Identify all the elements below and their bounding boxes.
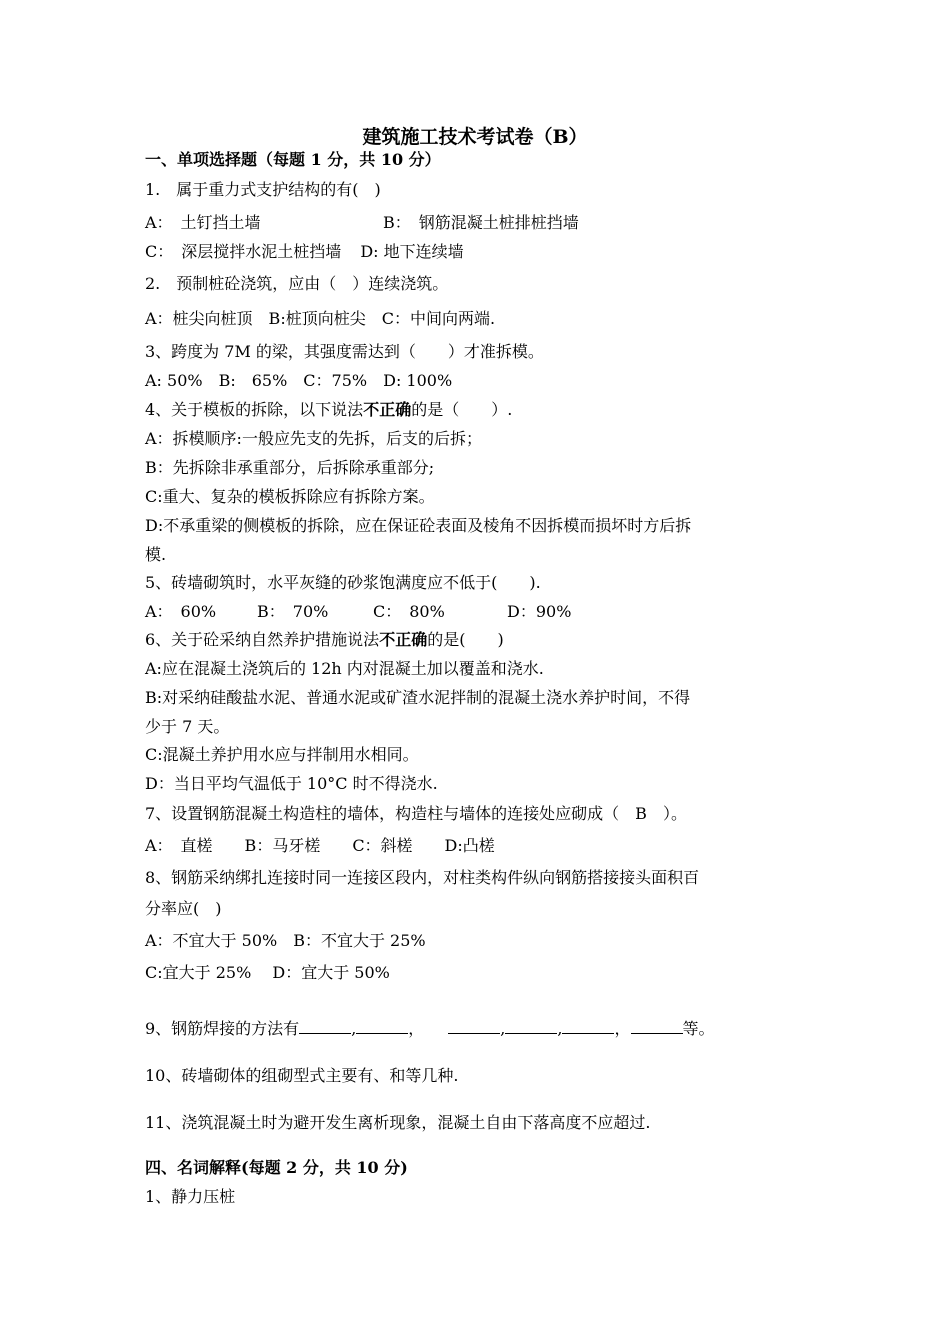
section-heading-single-choice: 一、单项选择题（每题 1 分，共 10 分） xyxy=(145,150,441,169)
q5-option-d: D：90% xyxy=(507,602,572,621)
question-1-options-ab xyxy=(145,211,815,235)
question-3-stem: 3、跨度为 7M 的梁，其强度需达到（ ）才准拆模。 xyxy=(145,342,544,361)
q4-stem-post: 的是（ ）. xyxy=(411,400,513,419)
q5-option-a: A： 60% xyxy=(145,602,217,621)
term-1: 1、静力压桩 xyxy=(145,1187,236,1206)
question-11: 11、浇筑混凝土时为避开发生离析现象，混凝土自由下落高度不应超过. xyxy=(145,1113,651,1132)
q1-option-b: B： 钢筋混凝土桩排桩挡墙 xyxy=(383,213,579,232)
q9-sep-1: , xyxy=(351,1019,357,1038)
q9-pre: 9、钢筋焊接的方法有 xyxy=(145,1019,300,1038)
q6-stem-pre: 6、关于砼采纳自然养护措施说法 xyxy=(145,630,380,649)
q4-option-b: B：先拆除非承重部分，后拆除承重部分; xyxy=(145,458,435,477)
question-5-stem: 5、砖墙砌筑时，水平灰缝的砂浆饱满度应不低于( ). xyxy=(145,573,541,592)
q6-option-d: D：当日平均气温低于 10°C 时不得浇水. xyxy=(145,774,438,793)
question-2-options: A：桩尖向桩顶 B:桩顶向桩尖 C：中间向两端. xyxy=(145,309,496,328)
q4-option-d-line1: D:不承重梁的侧模板的拆除，应在保证砼表面及棱角不因拆模而损坏时方后拆 xyxy=(145,516,692,535)
q4-option-d-line2: 模. xyxy=(145,545,167,564)
q4-option-a: A：拆模顺序:一般应先支的先拆，后支的后拆； xyxy=(145,429,482,448)
question-4-stem xyxy=(145,398,815,422)
question-2-stem: 2. 预制桩砼浇筑，应由（ ）连续浇筑。 xyxy=(145,274,449,293)
q1-option-d: D: 地下连续墙 xyxy=(360,242,464,261)
question-8-options-cd: C:宜大于 25% D：宜大于 50% xyxy=(145,963,390,982)
question-9-fill-in xyxy=(145,1017,815,1041)
q4-stem-pre: 4、关于模板的拆除，以下说法 xyxy=(145,400,364,419)
question-8-stem-line1: 8、钢筋采纳绑扎连接时同一连接区段内，对柱类构件纵向钢筋搭接接头面积百 xyxy=(145,868,700,887)
q9-blank-6[interactable] xyxy=(631,1017,683,1034)
question-1-options-cd xyxy=(145,240,815,264)
q6-option-b-line1: B:对采纳硅酸盐水泥、普通水泥或矿渣水泥拌制的混凝土浇水养护时间，不得 xyxy=(145,688,691,707)
q4-stem-emphasis: 不正确 xyxy=(363,400,412,419)
page-title: 建筑施工技术考试卷（B） xyxy=(362,126,588,148)
q5-option-c: C： 80% xyxy=(373,602,445,621)
q9-blank-1[interactable] xyxy=(299,1017,351,1034)
q9-sep-2: ， xyxy=(408,1019,449,1038)
q4-option-c: C:重大、复杂的模板拆除应有拆除方案。 xyxy=(145,487,435,506)
q5-option-b: B： 70% xyxy=(257,602,329,621)
question-5-options xyxy=(145,600,815,624)
q6-option-c: C:混凝土养护用水应与拌制用水相同。 xyxy=(145,745,419,764)
q9-sep-3: , xyxy=(500,1019,506,1038)
question-7-options: A： 直槎 B：马牙槎 C：斜槎 D:凸槎 xyxy=(145,836,495,855)
section-heading-term-definitions: 四、名词解释(每题 2 分，共 10 分) xyxy=(145,1158,408,1177)
question-7-stem: 7、设置钢筋混凝土构造柱的墙体，构造柱与墙体的连接处应砌成（ B ）。 xyxy=(145,804,687,823)
question-3-options: A: 50% B: 65% C：75% D: 100% xyxy=(145,371,453,390)
q9-blank-2[interactable] xyxy=(356,1017,408,1034)
q6-stem-post: 的是( ) xyxy=(427,630,504,649)
question-1-stem: 1. 属于重力式支护结构的有( ) xyxy=(145,180,381,199)
q1-option-a: A： 土钉挡土墙 xyxy=(145,213,261,232)
q9-blank-3[interactable] xyxy=(448,1017,500,1034)
q6-option-a: A:应在混凝土浇筑后的 12h 内对混凝土加以覆盖和浇水. xyxy=(145,659,544,678)
question-8-options-ab: A：不宜大于 50% B：不宜大于 25% xyxy=(145,931,426,950)
question-8-stem-line2: 分率应( ) xyxy=(145,899,222,918)
q6-option-b-line2: 少于 7 天。 xyxy=(145,717,230,736)
q9-blank-4[interactable] xyxy=(505,1017,557,1034)
q9-post: 等。 xyxy=(682,1019,715,1038)
question-10: 10、砖墙砌体的组砌型式主要有、和等几种. xyxy=(145,1066,459,1085)
q6-stem-emphasis: 不正确 xyxy=(379,630,428,649)
q9-sep-4: , xyxy=(557,1019,563,1038)
question-6-stem xyxy=(145,628,815,652)
q1-option-c: C： 深层搅拌水泥土桩挡墙 xyxy=(145,242,342,261)
q9-blank-5[interactable] xyxy=(562,1017,614,1034)
q9-sep-5: ， xyxy=(614,1019,631,1038)
